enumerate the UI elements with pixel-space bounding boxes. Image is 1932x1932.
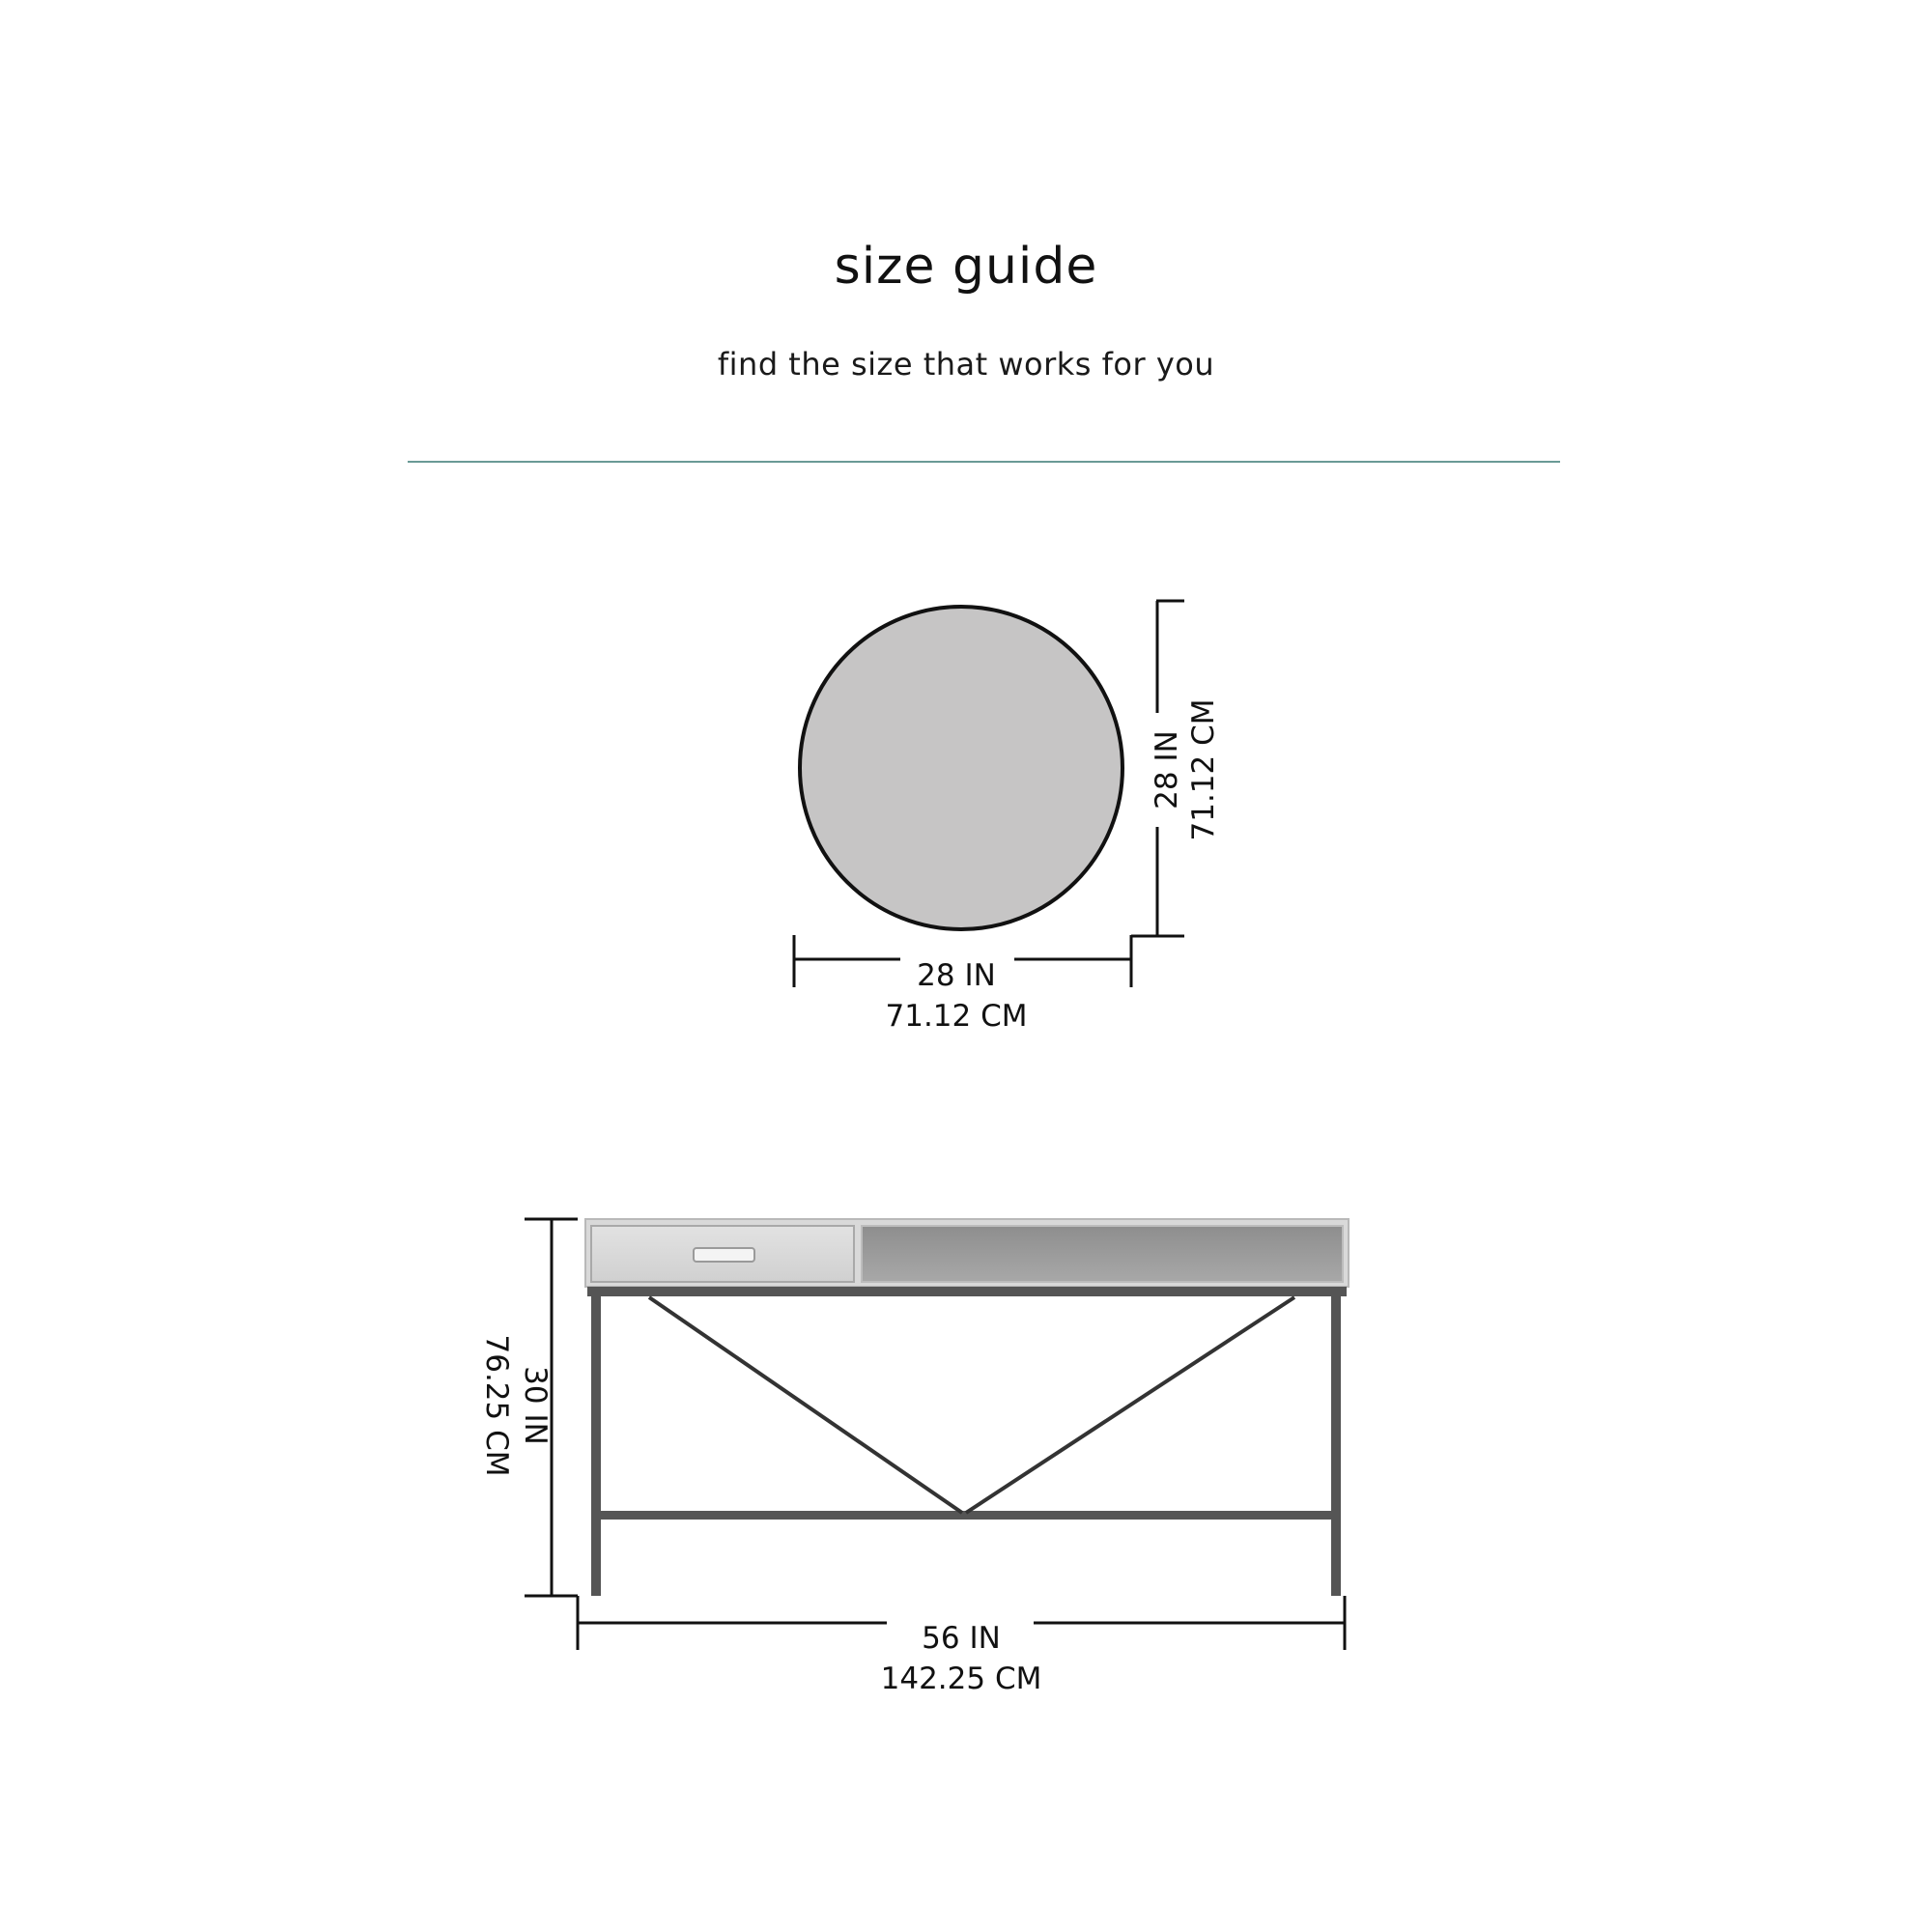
desk-leg-right <box>1331 1294 1341 1596</box>
mirror-height-cm-label: 71.12 CM <box>1186 698 1221 841</box>
mirror-height-in-label: 28 IN <box>1150 730 1184 810</box>
desk-brace-left <box>649 1297 962 1513</box>
desk-leg-left <box>591 1294 601 1596</box>
desk-width-in-label: 56 IN <box>922 1621 1001 1656</box>
page-title: size guide <box>834 238 1098 296</box>
desk-height-cm-label: 76.25 CM <box>479 1334 514 1477</box>
desk-open-shelf <box>862 1226 1343 1282</box>
drawer-handle <box>694 1248 754 1262</box>
mirror-width-in-label: 28 IN <box>917 958 996 993</box>
mirror-glass <box>800 607 1122 929</box>
desk-apron <box>587 1287 1347 1296</box>
desk-width-cm-label: 142.25 CM <box>880 1662 1042 1696</box>
page-subtitle: find the size that works for you <box>717 346 1215 383</box>
desk <box>585 1219 1349 1596</box>
desk-height-in-label: 30 IN <box>518 1366 553 1445</box>
round-mirror <box>800 607 1122 929</box>
desk-brace-right <box>966 1297 1294 1513</box>
mirror-width-cm-label: 71.12 CM <box>885 999 1028 1034</box>
